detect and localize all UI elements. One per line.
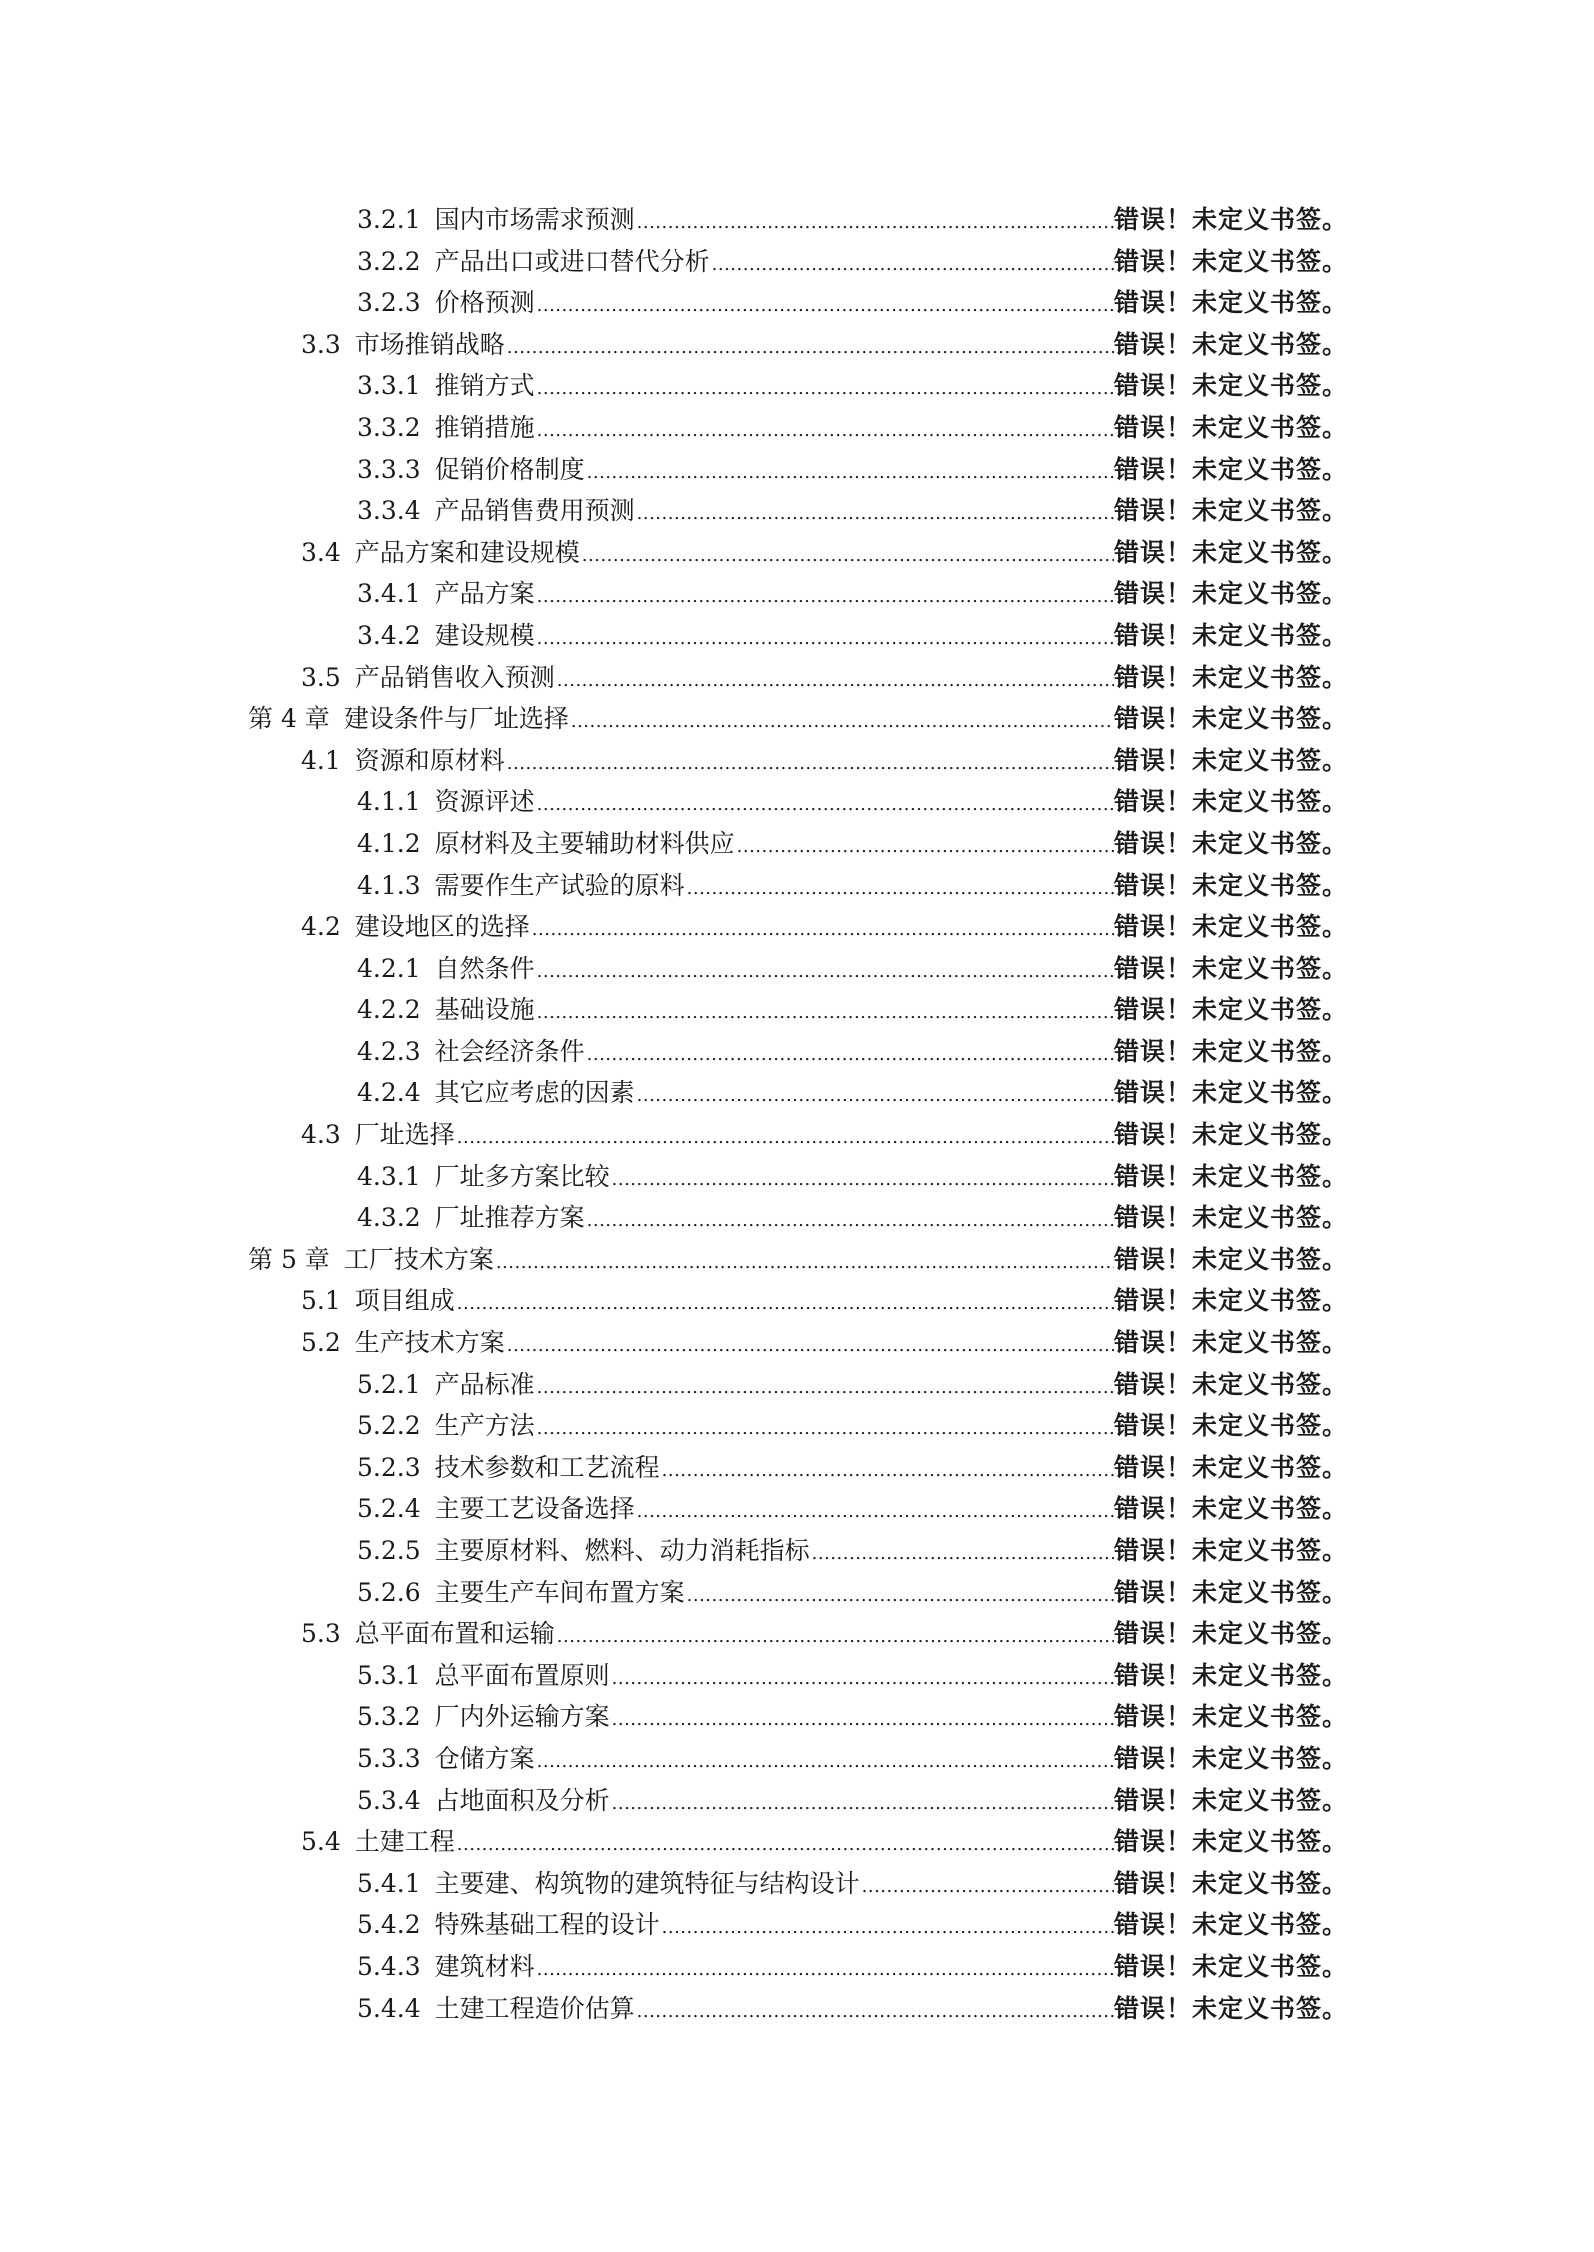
toc-dot-leader: [685, 1575, 1114, 1617]
toc-dot-leader: [530, 909, 1114, 951]
toc-entry-4.3[interactable]: [0, 1114, 1594, 1156]
toc-entry-5.3.3[interactable]: [0, 1738, 1594, 1780]
toc-entry-label: [301, 1114, 1114, 1159]
toc-entry-label: [357, 1488, 1114, 1533]
toc-entry-page-ref: 错误！未定义书签。: [1114, 1328, 1349, 1358]
toc-entry-number: 3.3: [301, 329, 341, 359]
toc-entry-number: 5.2.4: [357, 1494, 421, 1524]
toc-dot-leader: [535, 368, 1114, 410]
toc-entry-page-ref: 错误！未定义书签。: [1114, 1494, 1349, 1524]
toc-entry-number: 5.4: [301, 1827, 341, 1857]
toc-dot-leader: [569, 701, 1114, 743]
toc-entry-number: 5.3.4: [357, 1785, 421, 1815]
toc-entry-page-ref: 错误！未定义书签。: [1114, 1161, 1349, 1191]
toc-dot-leader: [535, 992, 1114, 1034]
toc-dot-leader: [685, 868, 1114, 910]
toc-entry-page-ref: 错误！未定义书签。: [1114, 1660, 1349, 1690]
toc-entry-label: [357, 199, 1114, 244]
toc-entry-page-ref: 错误！未定义书签。: [1114, 412, 1349, 442]
toc-dot-leader: [585, 1034, 1114, 1076]
toc-entry-3.3.3[interactable]: [0, 449, 1594, 491]
toc-entry-title: 产品标准: [434, 1369, 535, 1399]
toc-dot-leader: [585, 452, 1114, 494]
toc-entry-label: [357, 407, 1114, 452]
toc-entry-number: 4.3.1: [357, 1161, 421, 1191]
toc-entry-label: [301, 1280, 1114, 1325]
toc-entry-number: 4.2.4: [357, 1078, 421, 1108]
toc-entry-title: 技术参数和工艺流程: [434, 1452, 660, 1482]
toc-dot-leader: [635, 1491, 1114, 1533]
toc-entry-page-ref: 错误！未定义书签。: [1114, 704, 1349, 734]
toc-entry-label: [357, 241, 1114, 286]
toc-dot-leader: [610, 1783, 1114, 1825]
toc-dot-leader: [535, 410, 1114, 452]
toc-dot-leader: [610, 1658, 1114, 1700]
toc-entry-5.1[interactable]: [0, 1280, 1594, 1322]
toc-entry-3.4.1[interactable]: [0, 573, 1594, 615]
toc-dot-leader: [660, 1907, 1114, 1949]
toc-dot-leader: [610, 1699, 1114, 1741]
toc-entry-label: [357, 1072, 1114, 1117]
toc-entry-label: [357, 1031, 1114, 1076]
toc-entry-5.4.2[interactable]: [0, 1904, 1594, 1946]
toc-dot-leader: [535, 618, 1114, 660]
toc-entry-5.2.6[interactable]: [0, 1572, 1594, 1614]
toc-entry-page-ref: 错误！未定义书签。: [1114, 1536, 1349, 1565]
toc-dot-leader: [585, 1200, 1114, 1242]
toc-dot-leader: [555, 660, 1114, 702]
toc-entry-label: [357, 1904, 1114, 1949]
toc-entry-第5章[interactable]: [0, 1239, 1594, 1281]
toc-entry-label: [301, 906, 1114, 951]
toc-entry-number: 5.3.2: [357, 1702, 421, 1732]
toc-dot-leader: [535, 1367, 1114, 1409]
toc-entry-title: 厂址多方案比较: [434, 1161, 610, 1191]
toc-entry-label: [357, 615, 1114, 660]
toc-entry-page-ref: 错误！未定义书签。: [1114, 1078, 1349, 1108]
toc-entry-label: [357, 365, 1114, 410]
toc-entry-label: [357, 282, 1114, 327]
toc-entry-page-ref: 错误！未定义书签。: [1114, 1702, 1349, 1732]
toc-entry-number: 5.2.6: [357, 1577, 421, 1607]
toc-entry-number: 5.3: [301, 1619, 341, 1649]
toc-entry-4.1.2[interactable]: [0, 823, 1594, 865]
toc-entry-title: 主要工艺设备选择: [434, 1494, 635, 1524]
toc-entry-number: 5.2.3: [357, 1452, 421, 1482]
toc-entry-number: 4.1: [301, 745, 341, 775]
toc-entry-title: 产品方案: [434, 579, 535, 609]
toc-entry-page-ref: 错误！未定义书签。: [1114, 1785, 1349, 1815]
toc-entry-label: [357, 573, 1114, 618]
toc-entry-title: 占地面积及分析: [434, 1785, 610, 1815]
toc-entry-label: [301, 532, 1114, 577]
toc-entry-page-ref: 错误！未定义书签。: [1114, 288, 1349, 318]
toc-entry-title: 生产方法: [434, 1411, 535, 1441]
toc-entry-title: 市场推销战略: [354, 329, 505, 359]
toc-entry-page-ref: 错误！未定义书签。: [1114, 620, 1349, 650]
toc-dot-leader: [580, 535, 1114, 577]
toc-entry-title: 资源和原材料: [354, 745, 505, 775]
toc-entry-label: [357, 449, 1114, 494]
toc-entry-label: [357, 865, 1114, 910]
toc-entry-3.2.3[interactable]: [0, 282, 1594, 324]
toc-dot-leader: [635, 493, 1114, 535]
toc-entry-5.4.3[interactable]: [0, 1946, 1594, 1988]
toc-dot-leader: [710, 244, 1114, 286]
toc-entry-4.3.1[interactable]: [0, 1156, 1594, 1198]
toc-entry-title: 工厂技术方案: [343, 1244, 494, 1274]
toc-entry-number: 3.3.3: [357, 454, 421, 484]
toc-dot-leader: [535, 784, 1114, 826]
toc-entry-page-ref: 错误！未定义书签。: [1114, 995, 1349, 1025]
toc-entry-page-ref: 错误！未定义书签。: [1114, 371, 1349, 401]
toc-entry-page-ref: 错误！未定义书签。: [1114, 1036, 1349, 1066]
toc-dot-leader: [635, 202, 1114, 244]
toc-entry-number: 5.3.3: [357, 1743, 421, 1773]
toc-entry-5.3[interactable]: [0, 1613, 1594, 1655]
toc-entry-title: 需要作生产试验的原料: [434, 870, 685, 900]
toc-entry-3.2.1[interactable]: [0, 199, 1594, 241]
toc-entry-title: 产品出口或进口替代分析: [434, 246, 710, 276]
toc-dot-leader: [535, 1408, 1114, 1450]
toc-entry-page-ref: 错误！未定义书签。: [1114, 1244, 1349, 1274]
toc-entry-page-ref: 错误！未定义书签。: [1114, 1577, 1349, 1607]
toc-entry-title: 社会经济条件: [434, 1036, 585, 1066]
toc-entry-label: [357, 1988, 1114, 2033]
toc-entry-title: 推销方式: [434, 371, 535, 401]
toc-entry-title: 产品方案和建设规模: [354, 537, 580, 567]
toc-entry-page-ref: 错误！未定义书签。: [1114, 579, 1349, 609]
toc-entry-5.3.2[interactable]: [0, 1696, 1594, 1738]
toc-entry-3.4.2[interactable]: [0, 615, 1594, 657]
toc-entry-4.2.4[interactable]: [0, 1072, 1594, 1114]
toc-entry-title: 资源评述: [434, 787, 535, 817]
toc-entry-number: 5.2.2: [357, 1411, 421, 1441]
toc-entry-label: [357, 781, 1114, 826]
toc-entry-number: 3.2.3: [357, 288, 421, 318]
toc-entry-5.2.4[interactable]: [0, 1488, 1594, 1530]
toc-entry-number: 3.4.1: [357, 579, 421, 609]
toc-entry-page-ref: 错误！未定义书签。: [1114, 828, 1349, 858]
toc-entry-number: 4.1.3: [357, 870, 421, 900]
toc-entry-label: [357, 1946, 1114, 1991]
toc-entry-page-ref: 错误！未定义书签。: [1114, 1286, 1349, 1316]
toc-entry-page-ref: 错误！未定义书签。: [1114, 745, 1349, 775]
toc-entry-5.3.4[interactable]: [0, 1780, 1594, 1822]
toc-entry-title: 特殊基础工程的设计: [434, 1910, 660, 1940]
toc-entry-number: 5.4.2: [357, 1910, 421, 1940]
toc-entry-title: 土建工程: [354, 1827, 455, 1857]
toc-dot-leader: [505, 1325, 1114, 1367]
toc-entry-title: 建设地区的选择: [354, 912, 530, 942]
toc-entry-label: [357, 823, 1114, 868]
toc-entry-label: [301, 324, 1114, 369]
toc-entry-label: [248, 1239, 1114, 1284]
toc-entry-title: 建筑材料: [434, 1951, 535, 1981]
toc-dot-leader: [635, 1991, 1114, 2033]
toc-entry-number: 4.1.2: [357, 828, 421, 858]
toc-entry-title: 生产技术方案: [354, 1328, 505, 1358]
toc-entry-label: [357, 1197, 1114, 1242]
toc-entry-4.1.3[interactable]: [0, 865, 1594, 907]
toc-entry-page-ref: 错误！未定义书签。: [1114, 870, 1349, 900]
toc-entry-number: 4.2: [301, 912, 341, 942]
toc-entry-number: 3.2.2: [357, 246, 421, 276]
toc-dot-leader: [535, 951, 1114, 993]
toc-entry-page-ref: 错误！未定义书签。: [1114, 787, 1349, 817]
toc-entry-5.4.1[interactable]: [0, 1863, 1594, 1905]
toc-entry-3.4[interactable]: [0, 532, 1594, 574]
toc-entry-page-ref: 错误！未定义书签。: [1114, 1619, 1349, 1649]
toc-entry-5.2.1[interactable]: [0, 1364, 1594, 1406]
toc-dot-leader: [535, 1741, 1114, 1783]
toc-entry-title: 基础设施: [434, 995, 535, 1025]
toc-entry-label: [357, 1530, 1114, 1575]
toc-dot-leader: [535, 576, 1114, 618]
toc-entry-page-ref: 错误！未定义书签。: [1114, 912, 1349, 942]
toc-entry-number: 5.4.1: [357, 1868, 421, 1898]
toc-entry-label: [357, 1738, 1114, 1783]
toc-entry-number: 3.4.2: [357, 620, 421, 650]
toc-entry-title: 建设条件与厂址选择: [343, 704, 569, 734]
toc-entry-5.2.2[interactable]: [0, 1405, 1594, 1447]
toc-entry-page-ref: 错误！未定义书签。: [1114, 1743, 1349, 1773]
toc-entry-number: 5.1: [301, 1286, 341, 1316]
toc-entry-4.2.3[interactable]: [0, 1031, 1594, 1073]
toc-entry-title: 价格预测: [434, 288, 535, 318]
toc-entry-page-ref: 错误！未定义书签。: [1114, 1868, 1349, 1898]
toc-entry-label: [301, 740, 1114, 785]
toc-entry-page-ref: 错误！未定义书签。: [1114, 1203, 1349, 1233]
toc-entry-4.2[interactable]: [0, 906, 1594, 948]
toc-entry-page-ref: 错误！未定义书签。: [1114, 1411, 1349, 1441]
toc-entry-number: 4.3: [301, 1120, 341, 1150]
toc-entry-4.2.2[interactable]: [0, 989, 1594, 1031]
toc-entry-label: [357, 1696, 1114, 1741]
toc-entry-label: [301, 1821, 1114, 1866]
toc-entry-title: 推销措施: [434, 412, 535, 442]
toc-entry-4.1.1[interactable]: [0, 781, 1594, 823]
toc-entry-number: 4.3.2: [357, 1203, 421, 1233]
toc-entry-number: 5.2: [301, 1328, 341, 1358]
toc-dot-leader: [455, 1117, 1114, 1159]
toc-entry-title: 其它应考虑的因素: [434, 1078, 635, 1108]
toc-entry-4.3.2[interactable]: [0, 1197, 1594, 1239]
toc-entry-label: [357, 1156, 1114, 1201]
toc-entry-5.4[interactable]: [0, 1821, 1594, 1863]
toc-dot-leader: [494, 1242, 1114, 1284]
toc-entry-number: 3.5: [301, 662, 341, 692]
toc-entry-label: [357, 1780, 1114, 1825]
toc-entry-page-ref: 错误！未定义书签。: [1114, 454, 1349, 484]
toc-entry-label: [301, 1322, 1114, 1367]
toc-entry-label: [301, 1613, 1114, 1658]
toc-entry-3.2.2[interactable]: [0, 241, 1594, 283]
toc-entry-number: 5.4.3: [357, 1951, 421, 1981]
toc-entry-3.3.1[interactable]: [0, 365, 1594, 407]
toc-dot-leader: [535, 285, 1114, 327]
toc-entry-3.3[interactable]: [0, 324, 1594, 366]
toc-entry-label: [248, 698, 1114, 743]
toc-entry-page-ref: 错误！未定义书签。: [1114, 662, 1349, 692]
toc-entry-title: 项目组成: [354, 1286, 455, 1316]
toc-dot-leader: [660, 1450, 1114, 1492]
toc-dot-leader: [810, 1533, 1114, 1575]
toc-entry-4.1[interactable]: [0, 740, 1594, 782]
table-of-contents: [0, 199, 1594, 2029]
toc-entry-number: 5.2.5: [357, 1536, 421, 1565]
toc-entry-page-ref: 错误！未定义书签。: [1114, 953, 1349, 983]
toc-dot-leader: [735, 826, 1114, 868]
toc-dot-leader: [610, 1159, 1114, 1201]
toc-entry-title: 原材料及主要辅助材料供应: [434, 828, 735, 858]
toc-entry-title: 厂址选择: [354, 1120, 455, 1150]
toc-entry-title: 促销价格制度: [434, 454, 585, 484]
toc-entry-label: [357, 490, 1114, 535]
toc-entry-page-ref: 错误！未定义书签。: [1114, 246, 1349, 276]
toc-dot-leader: [455, 1283, 1114, 1325]
toc-entry-title: 仓储方案: [434, 1743, 535, 1773]
toc-dot-leader: [860, 1866, 1114, 1908]
toc-entry-title: 总平面布置原则: [434, 1660, 610, 1690]
toc-entry-label: [357, 1447, 1114, 1492]
toc-entry-3.3.2[interactable]: [0, 407, 1594, 449]
toc-entry-3.3.4[interactable]: [0, 490, 1594, 532]
toc-entry-title: 建设规模: [434, 620, 535, 650]
toc-entry-label: [357, 948, 1114, 993]
toc-dot-leader: [535, 1949, 1114, 1991]
toc-entry-number: 5.2.1: [357, 1369, 421, 1399]
toc-entry-number: 3.2.1: [357, 205, 421, 234]
toc-entry-page-ref: 错误！未定义书签。: [1114, 1910, 1349, 1940]
toc-entry-number: 3.4: [301, 537, 341, 567]
toc-entry-title: 厂内外运输方案: [434, 1702, 610, 1732]
toc-dot-leader: [635, 1075, 1114, 1117]
toc-dot-leader: [555, 1616, 1114, 1658]
toc-dot-leader: [505, 327, 1114, 369]
toc-entry-title: 总平面布置和运输: [354, 1619, 555, 1649]
toc-entry-page-ref: 错误！未定义书签。: [1114, 1993, 1349, 2023]
toc-entry-3.5[interactable]: [0, 657, 1594, 699]
toc-entry-page-ref: 错误！未定义书签。: [1114, 1452, 1349, 1482]
toc-entry-number: 5.3.1: [357, 1660, 421, 1690]
toc-entry-title: 主要生产车间布置方案: [434, 1577, 685, 1607]
toc-entry-label: [357, 1364, 1114, 1409]
toc-dot-leader: [455, 1824, 1114, 1866]
toc-entry-number: 第 4 章: [248, 704, 330, 734]
toc-entry-label: [357, 1863, 1114, 1908]
toc-entry-5.2.5[interactable]: [0, 1530, 1594, 1572]
toc-entry-title: 产品销售费用预测: [434, 496, 635, 526]
toc-entry-title: 产品销售收入预测: [354, 662, 555, 692]
toc-entry-5.2[interactable]: [0, 1322, 1594, 1364]
toc-entry-number: 4.2.1: [357, 953, 421, 983]
toc-entry-5.2.3[interactable]: [0, 1447, 1594, 1489]
toc-entry-number: 3.3.2: [357, 412, 421, 442]
toc-entry-title: 土建工程造价估算: [434, 1993, 635, 2023]
toc-entry-number: 3.3.1: [357, 371, 421, 401]
toc-entry-5.3.1[interactable]: [0, 1655, 1594, 1697]
toc-entry-title: 厂址推荐方案: [434, 1203, 585, 1233]
toc-entry-page-ref: 错误！未定义书签。: [1114, 205, 1349, 234]
toc-entry-label: [357, 989, 1114, 1034]
toc-entry-number: 4.2.2: [357, 995, 421, 1025]
toc-entry-number: 3.3.4: [357, 496, 421, 526]
toc-entry-title: 主要原材料、燃料、动力消耗指标: [434, 1536, 810, 1565]
toc-entry-label: [357, 1405, 1114, 1450]
toc-entry-number: 5.4.4: [357, 1993, 421, 2023]
toc-entry-label: [301, 657, 1114, 702]
toc-entry-5.4.4[interactable]: [0, 1988, 1594, 2030]
toc-entry-label: [357, 1655, 1114, 1700]
toc-entry-第4章[interactable]: [0, 698, 1594, 740]
toc-entry-page-ref: 错误！未定义书签。: [1114, 537, 1349, 567]
toc-entry-label: [357, 1572, 1114, 1617]
toc-entry-4.2.1[interactable]: [0, 948, 1594, 990]
toc-entry-page-ref: 错误！未定义书签。: [1114, 1951, 1349, 1981]
toc-entry-title: 自然条件: [434, 953, 535, 983]
toc-entry-number: 4.1.1: [357, 787, 421, 817]
toc-dot-leader: [505, 743, 1114, 785]
toc-entry-number: 4.2.3: [357, 1036, 421, 1066]
toc-entry-page-ref: 错误！未定义书签。: [1114, 329, 1349, 359]
toc-entry-number: 第 5 章: [248, 1244, 330, 1274]
toc-entry-page-ref: 错误！未定义书签。: [1114, 1120, 1349, 1150]
toc-entry-title: 主要建、构筑物的建筑特征与结构设计: [434, 1868, 860, 1898]
toc-entry-title: 国内市场需求预测: [434, 205, 635, 234]
toc-entry-page-ref: 错误！未定义书签。: [1114, 1369, 1349, 1399]
toc-entry-page-ref: 错误！未定义书签。: [1114, 496, 1349, 526]
toc-entry-page-ref: 错误！未定义书签。: [1114, 1827, 1349, 1857]
